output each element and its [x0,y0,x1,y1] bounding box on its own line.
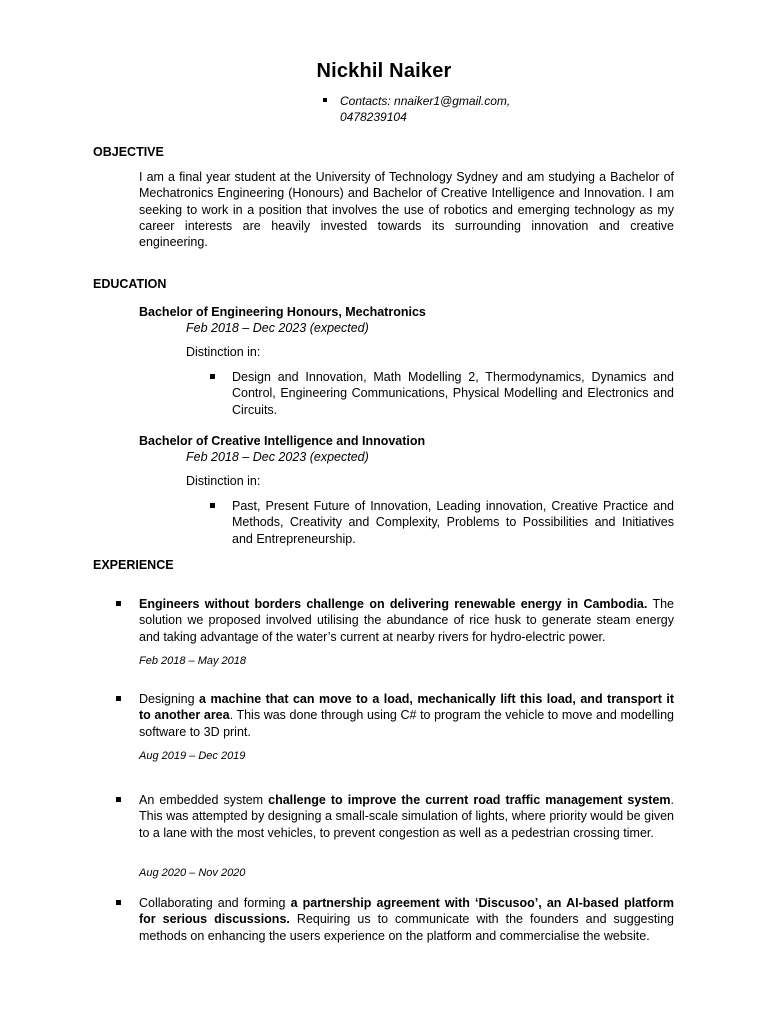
distinction-label: Distinction in: [186,474,261,488]
experience-item [139,792,674,841]
experience-pre: An embedded system [139,793,269,807]
objective-text: I am a final year student at the University of Technology Sydney and am studying a Bachelor of Mechatronics Engineering (Honours) and Bachelor of Creative Intelligence and Innovation. I am seeking to work in a position that involves the use of robotics and emerging technology as my career interests are heavily invested towards its surrounding innovation and creative engineering. [139,170,674,250]
experience-pre: Collaborating and forming [139,896,291,910]
experience-post: The solution we proposed involved utilising the abundance of rice husk to generate steam energy and taking advantage of the water’s current at nearby rivers for hydro-electric power. [139,597,674,644]
bullet-icon [116,601,121,606]
experience-highlight: a partnership agreement with ‘Discusoo’, an AI-based platform for serious discussions. [139,896,674,927]
distinction-subjects: Design and Innovation, Math Modelling 2, Thermodynamics, Dynamics and Control, Engineering Communications, Physical Modelling and Electronics and Circuits. [232,370,674,417]
experience-post: Requiring us to communicate with the founders and suggesting methods on enhancing the users experience on the platform and commercialise the website. [139,912,674,943]
experience-post: . This was done through using C# to program the vehicle to move and modelling software to 3D print. [139,708,674,739]
bullet-icon [323,98,327,102]
experience-highlight: challenge to improve the current road traffic management system [268,793,671,807]
bullet-icon [116,900,121,905]
bullet-icon [210,503,215,508]
education-heading: EDUCATION [93,277,167,291]
degree-title: Bachelor of Engineering Honours, Mechatronics [139,305,426,319]
experience-item [139,596,674,645]
bullet-icon [116,696,121,701]
experience-item [139,691,674,740]
experience-post: . This was attempted by designing a small-scale simulation of lights, where priority would be given to a lane with the most vehicles, to prevent congestion as well as a pedestrian crossing timer. [139,793,674,840]
candidate-name: Nickhil Naiker [316,60,452,82]
degree-title: Bachelor of Creative Intelligence and Innovation [139,434,426,448]
distinction-subjects: Past, Present Future of Innovation, Leading innovation, Creative Practice and Methods, Creativity and Complexity, Problems to Possibilities and Initiatives and Entrepreneurship. [232,499,674,546]
contacts-line-1: Contacts: nnaiker1@gmail.com, [340,94,511,108]
degree-dates: Feb 2018 – Dec 2023 (expected) [186,450,369,464]
experience-highlight: a machine that can move to a load, mechanically lift this load, and transport it to another area [139,692,674,723]
bullet-icon [210,374,215,379]
degree-dates: Feb 2018 – Dec 2023 (expected) [186,321,369,335]
bullet-icon [116,797,121,802]
distinction-label: Distinction in: [186,345,261,359]
experience-pre: Designing [139,692,200,706]
objective-heading: OBJECTIVE [93,145,164,159]
experience-dates: Aug 2019 – Dec 2019 [139,750,246,762]
experience-dates: Aug 2020 – Nov 2020 [139,867,246,879]
experience-highlight: Engineers without borders challenge on delivering renewable energy in Cambodia. [139,597,648,611]
experience-heading: EXPERIENCE [93,558,174,572]
contacts-line-2: 0478239104 [340,110,407,124]
contacts [340,93,600,125]
experience-item [139,895,674,944]
experience-dates: Feb 2018 – May 2018 [139,655,247,667]
